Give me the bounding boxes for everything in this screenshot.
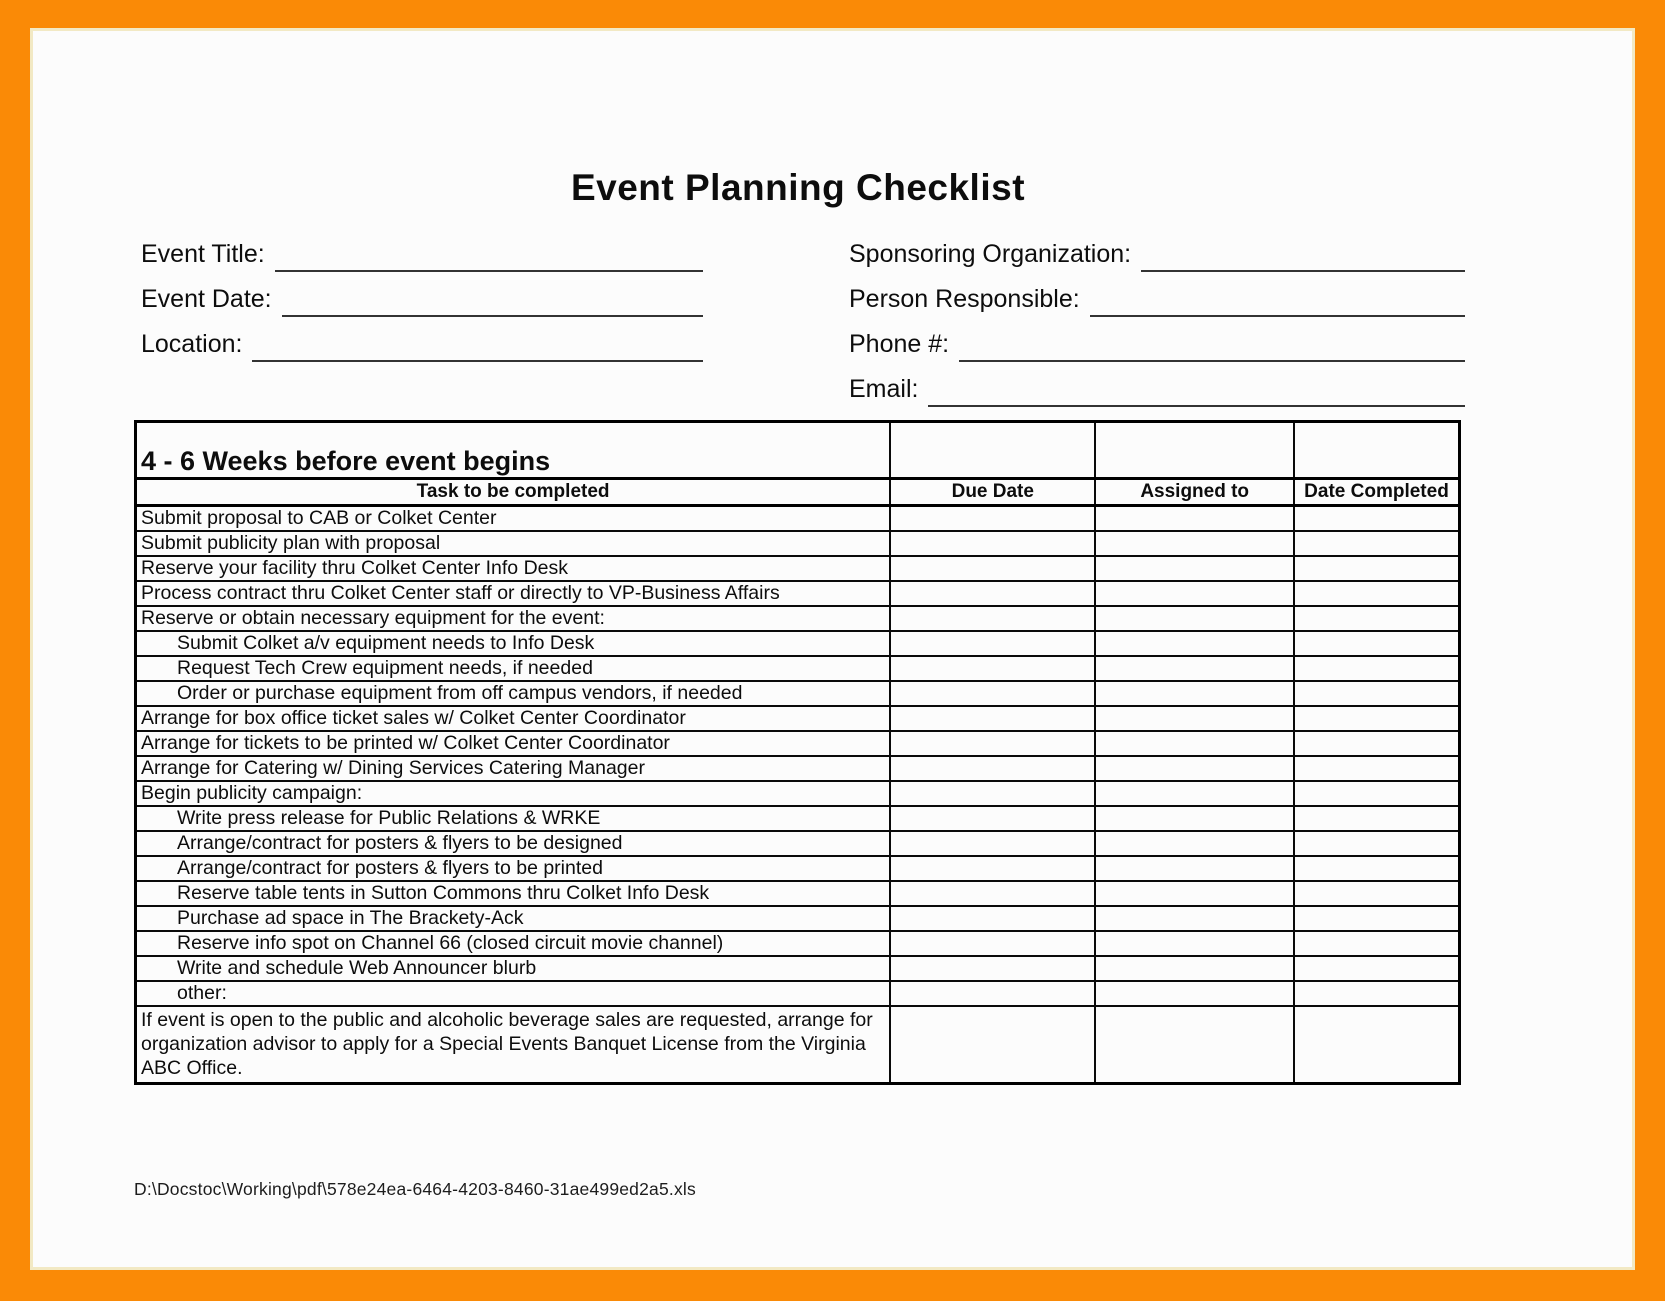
date-completed-cell [1294, 631, 1460, 656]
assigned-to-cell [1095, 981, 1294, 1006]
task-row [136, 831, 1460, 856]
due-date-cell [890, 1006, 1095, 1084]
section-empty-cell [890, 422, 1095, 479]
column-header-task: Task to be completed [136, 479, 891, 506]
task-row [136, 856, 1460, 881]
blank-fill-line [1090, 315, 1465, 317]
blank-fill-line [959, 360, 1465, 362]
due-date-cell [890, 806, 1095, 831]
task-cell: Reserve your facility thru Colket Center Info Desk [136, 556, 891, 581]
task-cell: Reserve info spot on Channel 66 (closed circuit movie channel) [136, 931, 891, 956]
task-cell: Submit Colket a/v equipment needs to Info Desk [136, 631, 891, 656]
right-field-row-3 [849, 362, 1465, 407]
task-cell: Write press release for Public Relations & WRKE [136, 806, 891, 831]
task-row [136, 556, 1460, 581]
task-cell: Arrange/contract for posters & flyers to be printed [136, 856, 891, 881]
assigned-to-cell [1095, 856, 1294, 881]
task-cell: other: [136, 981, 891, 1006]
due-date-cell [890, 881, 1095, 906]
assigned-to-cell [1095, 806, 1294, 831]
assigned-to-cell [1095, 781, 1294, 806]
due-date-cell [890, 956, 1095, 981]
date-completed-cell [1294, 581, 1460, 606]
task-cell: Purchase ad space in The Brackety-Ack [136, 906, 891, 931]
assigned-to-cell [1095, 931, 1294, 956]
date-completed-cell [1294, 706, 1460, 731]
task-cell: Submit publicity plan with proposal [136, 531, 891, 556]
task-row [136, 681, 1460, 706]
date-completed-cell [1294, 856, 1460, 881]
date-completed-cell [1294, 556, 1460, 581]
due-date-cell [890, 856, 1095, 881]
due-date-cell [890, 556, 1095, 581]
assigned-to-cell [1095, 631, 1294, 656]
due-date-cell [890, 831, 1095, 856]
due-date-cell [890, 531, 1095, 556]
due-date-cell [890, 906, 1095, 931]
date-completed-cell [1294, 831, 1460, 856]
blank-fill-line [1141, 270, 1465, 272]
assigned-to-cell [1095, 706, 1294, 731]
field-label: Event Title: [141, 240, 265, 268]
task-cell: If event is open to the public and alcoholic beverage sales are requested, arrange for organization advisor to apply for a Special Events Banquet License from the Virginia ABC Office. [136, 1006, 891, 1084]
assigned-to-cell [1095, 656, 1294, 681]
task-row [136, 706, 1460, 731]
date-completed-cell [1294, 981, 1460, 1006]
due-date-cell [890, 506, 1095, 532]
field-label: Location: [141, 330, 243, 358]
due-date-cell [890, 731, 1095, 756]
task-row [136, 881, 1460, 906]
due-date-cell [890, 681, 1095, 706]
task-row [136, 506, 1460, 532]
task-row [136, 531, 1460, 556]
task-row [136, 731, 1460, 756]
section-empty-cell [1095, 422, 1294, 479]
left-field-row-1 [141, 272, 703, 317]
task-row [136, 606, 1460, 631]
left-field-row-0 [141, 227, 703, 272]
task-cell: Reserve table tents in Sutton Commons thru Colket Info Desk [136, 881, 891, 906]
assigned-to-cell [1095, 556, 1294, 581]
section-empty-cell [1294, 422, 1460, 479]
date-completed-cell [1294, 906, 1460, 931]
due-date-cell [890, 656, 1095, 681]
task-cell: Begin publicity campaign: [136, 781, 891, 806]
left-field-row-2 [141, 317, 703, 362]
column-header-row [136, 479, 1460, 506]
file-path-footnote: D:\Docstoc\Working\pdf\578e24ea-6464-4203-8460-31ae499ed2a5.xls [134, 1179, 696, 1199]
blank-fill-line [275, 270, 703, 272]
task-cell: Reserve or obtain necessary equipment for the event: [136, 606, 891, 631]
due-date-cell [890, 581, 1095, 606]
field-label: Sponsoring Organization: [849, 240, 1132, 268]
blank-fill-line [282, 315, 703, 317]
assigned-to-cell [1095, 906, 1294, 931]
column-header-due-date: Due Date [890, 479, 1095, 506]
right-field-row-1 [849, 272, 1465, 317]
task-cell: Write and schedule Web Announcer blurb [136, 956, 891, 981]
due-date-cell [890, 931, 1095, 956]
assigned-to-cell [1095, 506, 1294, 532]
date-completed-cell [1294, 881, 1460, 906]
date-completed-cell [1294, 656, 1460, 681]
due-date-cell [890, 606, 1095, 631]
task-row [136, 931, 1460, 956]
assigned-to-cell [1095, 881, 1294, 906]
column-header-date-completed: Date Completed [1294, 479, 1460, 506]
task-cell: Arrange for box office ticket sales w/ Colket Center Coordinator [136, 706, 891, 731]
assigned-to-cell [1095, 1006, 1294, 1084]
page-title: Event Planning Checklist [570, 167, 1026, 208]
date-completed-cell [1294, 731, 1460, 756]
event-info-fields-right [849, 227, 1465, 407]
event-info-fields-left [141, 227, 703, 362]
task-cell: Request Tech Crew equipment needs, if needed [136, 656, 891, 681]
section-header-row [136, 422, 1460, 479]
task-row [136, 781, 1460, 806]
due-date-cell [890, 631, 1095, 656]
assigned-to-cell [1095, 531, 1294, 556]
field-label: Email: [849, 375, 919, 403]
field-label: Person Responsible: [849, 285, 1080, 313]
assigned-to-cell [1095, 956, 1294, 981]
column-header-assigned-to: Assigned to [1095, 479, 1294, 506]
task-cell: Order or purchase equipment from off campus vendors, if needed [136, 681, 891, 706]
blank-fill-line [252, 360, 703, 362]
assigned-to-cell [1095, 756, 1294, 781]
task-row [136, 656, 1460, 681]
task-cell: Submit proposal to CAB or Colket Center [136, 506, 891, 532]
assigned-to-cell [1095, 831, 1294, 856]
task-row [136, 1006, 1460, 1084]
task-row [136, 756, 1460, 781]
assigned-to-cell [1095, 731, 1294, 756]
date-completed-cell [1294, 781, 1460, 806]
date-completed-cell [1294, 931, 1460, 956]
date-completed-cell [1294, 806, 1460, 831]
task-cell: Arrange for Catering w/ Dining Services Catering Manager [136, 756, 891, 781]
task-cell: Arrange/contract for posters & flyers to be designed [136, 831, 891, 856]
date-completed-cell [1294, 506, 1460, 532]
checklist-table [134, 420, 1461, 1085]
task-row [136, 981, 1460, 1006]
task-cell: Arrange for tickets to be printed w/ Colket Center Coordinator [136, 731, 891, 756]
task-row [136, 581, 1460, 606]
date-completed-cell [1294, 1006, 1460, 1084]
field-label: Event Date: [141, 285, 272, 313]
blank-fill-line [928, 405, 1465, 407]
field-label: Phone #: [849, 330, 950, 358]
task-row [136, 906, 1460, 931]
due-date-cell [890, 706, 1095, 731]
document-page [33, 31, 1632, 1267]
date-completed-cell [1294, 956, 1460, 981]
date-completed-cell [1294, 681, 1460, 706]
checklist-table-body [136, 506, 1460, 1084]
due-date-cell [890, 756, 1095, 781]
due-date-cell [890, 981, 1095, 1006]
right-field-row-2 [849, 317, 1465, 362]
section-title: 4 - 6 Weeks before event begins [136, 422, 891, 479]
assigned-to-cell [1095, 581, 1294, 606]
task-row [136, 806, 1460, 831]
assigned-to-cell [1095, 606, 1294, 631]
date-completed-cell [1294, 756, 1460, 781]
task-row [136, 956, 1460, 981]
date-completed-cell [1294, 606, 1460, 631]
assigned-to-cell [1095, 681, 1294, 706]
date-completed-cell [1294, 531, 1460, 556]
task-cell: Process contract thru Colket Center staff or directly to VP-Business Affairs [136, 581, 891, 606]
right-field-row-0 [849, 227, 1465, 272]
due-date-cell [890, 781, 1095, 806]
task-row [136, 631, 1460, 656]
checklist-table-container [134, 420, 1461, 1085]
